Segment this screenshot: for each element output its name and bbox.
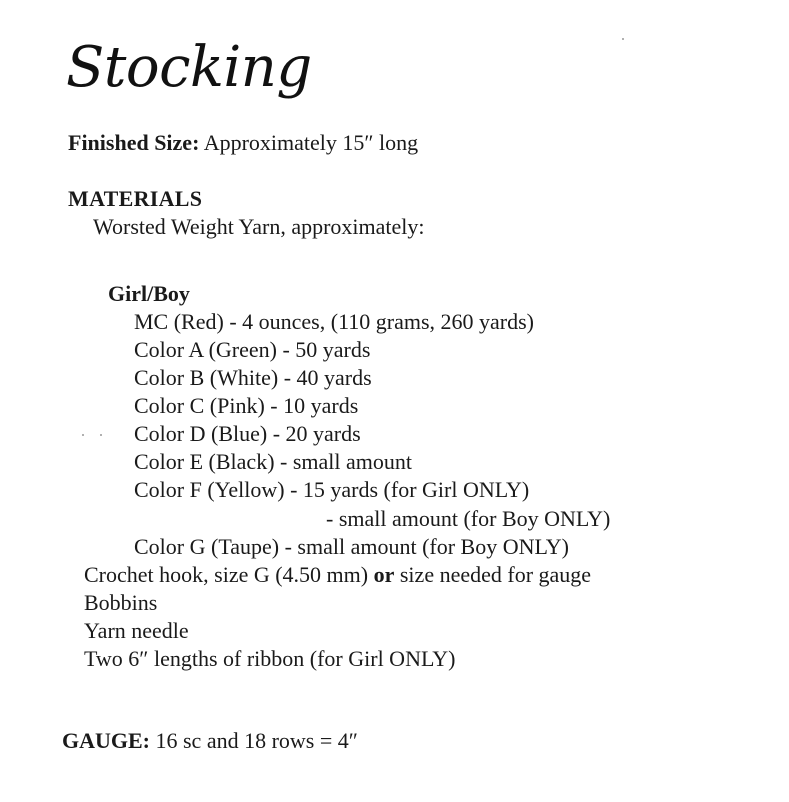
yarn-item-color-f-boy: - small amount (for Boy ONLY) xyxy=(326,506,611,531)
yarn-item-color-a: Color A (Green) - 50 yards xyxy=(134,337,371,362)
scan-speck xyxy=(622,38,624,40)
crochet-hook-or: or xyxy=(373,562,395,587)
yarn-item-color-f: Color F (Yellow) - 15 yards (for Girl ONLY) xyxy=(134,477,530,502)
crochet-hook-gauge-text: size needed for gauge xyxy=(394,562,592,587)
yarn-item-color-d: Color D (Blue) - 20 yards xyxy=(134,421,361,446)
finished-size-line xyxy=(68,130,418,156)
ribbon-item: Two 6″ lengths of ribbon (for Girl ONLY) xyxy=(84,646,456,671)
materials-intro: Worsted Weight Yarn, approximately: xyxy=(93,214,425,239)
girl-boy-subheading: Girl/Boy xyxy=(108,281,190,306)
crochet-hook-line xyxy=(84,562,591,588)
gauge-line xyxy=(62,728,358,754)
yarn-needle-item: Yarn needle xyxy=(84,618,189,643)
yarn-item-color-e: Color E (Black) - small amount xyxy=(134,449,412,474)
crochet-hook-text: Crochet hook, size G (4.50 mm) xyxy=(84,562,374,587)
materials-heading: MATERIALS xyxy=(68,186,203,211)
page-title: Stocking xyxy=(66,35,312,100)
yarn-item-mc: MC (Red) - 4 ounces, (110 grams, 260 yards) xyxy=(134,309,534,334)
bobbins-item: Bobbins xyxy=(84,590,158,615)
scan-speck xyxy=(82,434,84,436)
finished-size-value: Approximately 15″ long xyxy=(203,130,419,155)
yarn-item-color-c: Color C (Pink) - 10 yards xyxy=(134,393,359,418)
yarn-item-color-b: Color B (White) - 40 yards xyxy=(134,365,372,390)
finished-size-label: Finished Size: xyxy=(68,130,200,155)
yarn-item-color-g: Color G (Taupe) - small amount (for Boy ONLY) xyxy=(134,534,569,559)
gauge-label: GAUGE: xyxy=(62,728,150,753)
scan-speck xyxy=(100,434,102,436)
gauge-value: 16 sc and 18 rows = 4″ xyxy=(155,728,358,753)
